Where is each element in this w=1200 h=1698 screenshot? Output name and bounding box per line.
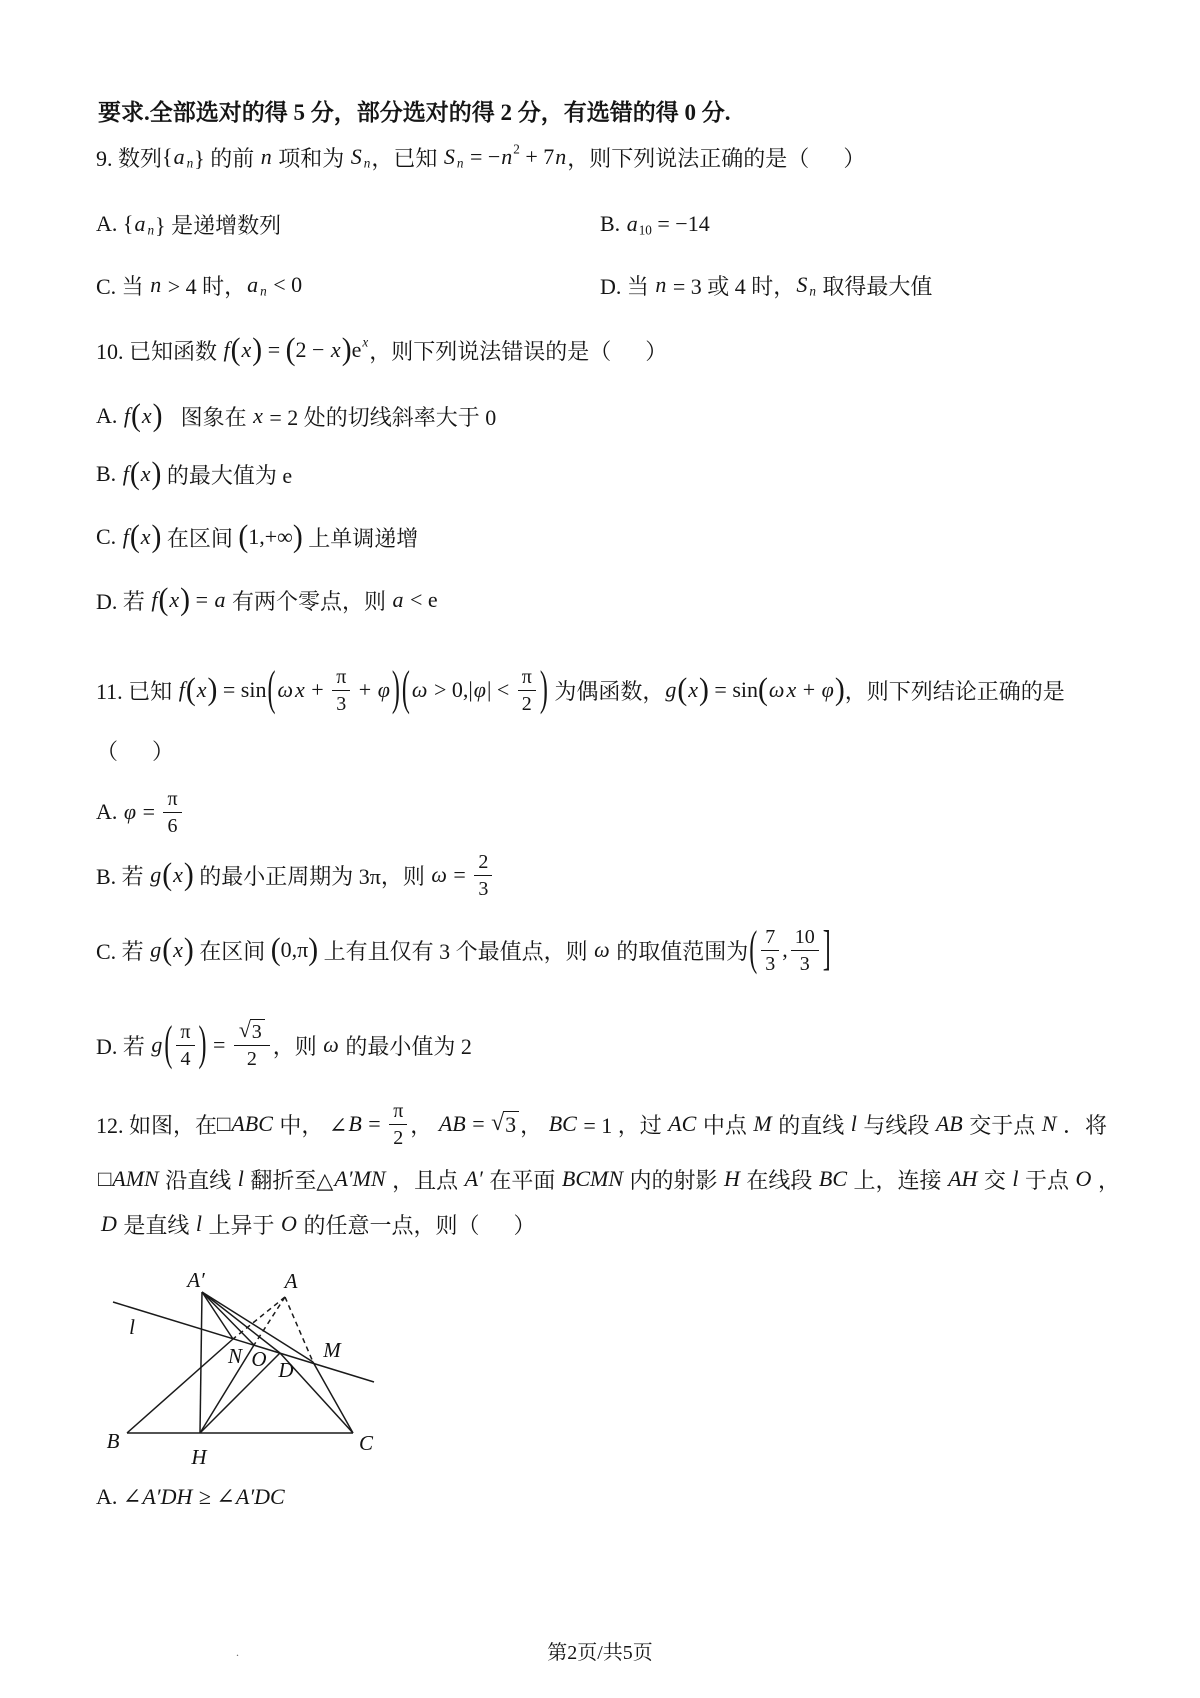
question-10-option-a: A. f ( x ) 图象在 x = 2 处的切线斜率大于 0 [96,398,497,433]
stray-scan-mark: . [236,1645,239,1659]
question-11-option-c: C. 若 g ( x ) 在区间 ( 0,π ) 上有且仅有 3 个最值点，则 ω 的取值范围为 ( 7 3 , 10 3 ] [96,922,831,976]
question-10-stem: 10. 已知函数 f ( x ) = ( 2 − x ) e x ，则下列说法错误的是（ ） [96,332,668,367]
question-10-option-d: D. 若 f ( x ) = a 有两个零点，则 a < e [96,582,438,617]
svg-text:l: l [129,1315,135,1339]
scoring-rule-heading: 要求.全部选对的得 5 分，部分选对的得 2 分，有选错的得 0 分. [98,99,731,125]
question-11-option-b: B. 若 g ( x ) 的最小正周期为 3π，则 ω = $\frac{2}{3}$ [96,845,495,905]
question-9-option-c: C. 当 n > 4 时， a n < 0 [96,272,303,299]
svg-text:C: C [358,1431,374,1455]
svg-text:N: N [227,1344,243,1368]
svg-text:B: B [106,1429,120,1453]
svg-text:A′: A′ [187,1268,205,1292]
page-number-footer: 第2页/共5页 [547,1641,653,1664]
question-12-stem-line-2: □ AMN 沿直线 l 翻折至△ A′MN ，且点 A′ 在平面 BCMN 内的射影 H 在线段 BC 上，连接 AH 交 l 于点 O ， [98,1166,1120,1193]
question-11-option-a: A. φ = $\frac{\pi}{6}$ [96,782,185,842]
svg-text:M: M [323,1338,341,1362]
svg-text:D: D [278,1358,294,1382]
svg-text:O: O [251,1347,267,1371]
question-12-stem-line-3: D 是直线 l 上异于 O 的任意一点，则（ ） [101,1211,536,1238]
svg-text:H: H [191,1445,207,1469]
svg-text:A: A [284,1269,298,1293]
question-11-stem: 11. 已知 f ( x ) = sin ( ω x + $\frac{\pi}{3}$ + φ ) ( ω > 0, | φ | < π 2 ) 为偶函数， g ( x ) = sin ( ω x + φ ) ，则下列结论正确的是 [96,662,1065,716]
question-10-option-c: C. f ( x ) 在区间 ( 1,+∞ ) 上单调递增 [96,519,419,554]
question-9-option-d: D. 当 n = 3 或 4 时， S n 取得最大值 [600,272,933,299]
question-9-option-a: A. { a n } 是递增数列 [96,211,282,238]
question-11-stem-parens: （ ） [96,738,175,764]
question-12-stem-line-1: 12. 如图，在 □ ABC 中， ∠ B = $\frac{\pi}{2}$ ， AB = √ 3 ， BC = 1 ，过 AC 中点 M 的直线 l 与线段 AB 交于点 N ．将 [96,1099,1107,1149]
question-10-option-b: B. f ( x ) 的最大值为 e [96,456,293,491]
geometry-figure [90,1262,390,1472]
question-9-option-b: B. a 10 = −14 [600,211,710,238]
question-12-option-a: A. ∠ A′DH ≥ ∠ A′DC [96,1484,285,1509]
question-11-option-d: D. 若 g ( π 4 ) = √ 3 2 ，则 ω 的最小值为 2 [96,1017,472,1071]
question-9-stem: 9. 数列 { a n } 的前 n 项和为 S n ，已知 S n = − n 2 + 7 n ，则下列说法正确的是（ ） [96,141,866,171]
